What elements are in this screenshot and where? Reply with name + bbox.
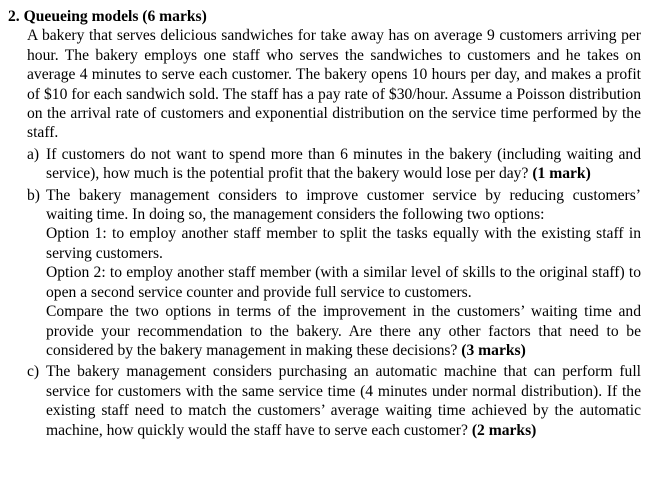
question-intro: A bakery that serves delicious sandwiches for take away has on average 9 customers arriving per hour. The bakery employs one staff who serves the sandwiches to customers and he takes on average 4 minutes to serve each customer. The bakery opens 10 hours per day, and makes a profit of $10 for each sandwich sold. The staff has a pay rate of $30/hour. Assume a Poisson distribution on the arrival rate of customers and exponential distribution on the service time performed by the staff. [27, 27, 641, 142]
part-c-marks: (2 marks) [471, 421, 537, 439]
part-b-marks: (3 marks) [461, 341, 526, 359]
part-c [27, 362, 641, 440]
part-a-text [46, 145, 641, 184]
part-c-letter: c) [27, 363, 40, 381]
part-b-option-2: Option 2: to employ another staff member (with a similar level of skills to the original staff) to open a second service counter and provide full service to customers. [46, 264, 641, 301]
part-b [27, 186, 641, 361]
part-b-task [46, 302, 641, 360]
part-b-intro: The bakery management considers to improve customer service by reducing customers’ waiting time. In doing so, the management considers the following two options: [46, 186, 641, 224]
part-b-question: Compare the two options in terms of the improvement in the customers’ waiting time and provide your recommendation to the bakery. Are there any other factors that need to be considered by the bakery management in making these decisions? [46, 303, 641, 359]
part-b-letter: b) [27, 186, 40, 204]
part-a-question: If customers do not want to spend more than 6 minutes in the bakery (including waiting and service), how much is the potential profit that the bakery would lose per day? [46, 145, 641, 183]
question-heading: 2. Queueing models (6 marks) [8, 8, 207, 25]
part-a-letter: a) [27, 145, 40, 163]
part-a-marks: (1 mark) [532, 165, 591, 183]
part-c-text [46, 362, 641, 440]
part-c-question: The bakery management considers purchasing an automatic machine that can perform full service for customers with the same service time (4 minutes under normal distribution). If the existing staff need to match the customers’ average waiting time achieved by the automatic machine, how quickly would the staff have to serve each customer? [46, 363, 641, 439]
part-a [27, 145, 641, 184]
part-b-option-1: Option 1: to employ another staff member to split the tasks equally with the existing staff in serving customers. [46, 225, 641, 262]
question-parts [8, 145, 641, 440]
